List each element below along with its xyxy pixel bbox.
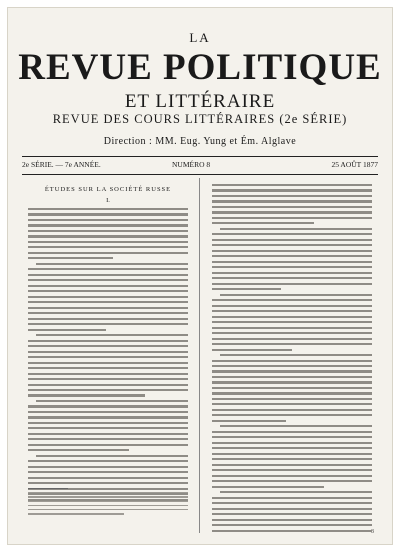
text-line <box>28 312 188 314</box>
text-line <box>28 241 188 243</box>
masthead-tagline: REVUE DES COURS LITTÉRAIRES (2e SÉRIE) <box>52 112 348 126</box>
text-line <box>212 327 372 329</box>
text-line <box>28 290 188 292</box>
text-line <box>212 332 372 334</box>
text-line <box>212 310 372 312</box>
text-line <box>212 414 372 416</box>
text-line <box>28 427 188 429</box>
text-line <box>212 272 372 274</box>
text-line <box>212 370 372 372</box>
text-line <box>212 299 372 301</box>
text-line <box>212 349 292 351</box>
text-line <box>212 519 372 521</box>
text-line <box>220 354 372 356</box>
text-line <box>28 274 188 276</box>
text-line <box>28 213 188 215</box>
text-line <box>212 288 281 290</box>
text-line <box>28 422 188 424</box>
text-line <box>28 356 188 358</box>
text-line <box>212 442 372 444</box>
text-line <box>28 224 188 226</box>
masthead-title: REVUE POLITIQUE <box>18 47 382 88</box>
text-line <box>28 394 145 396</box>
text-line <box>212 189 372 191</box>
text-line <box>28 318 188 320</box>
text-line <box>212 233 372 235</box>
text-line <box>212 480 372 482</box>
text-line <box>36 263 188 265</box>
footnote-line <box>28 496 188 498</box>
article-title: ÉTUDES SUR LA SOCIÉTÉ RUSSE <box>44 186 172 193</box>
text-line <box>212 365 372 367</box>
text-line <box>212 464 372 466</box>
text-line <box>212 381 372 383</box>
masthead-article: LA <box>189 30 211 45</box>
right-column <box>212 184 372 535</box>
text-line <box>212 403 372 405</box>
text-line <box>212 431 372 433</box>
text-line <box>28 230 188 232</box>
text-line <box>28 389 188 391</box>
text-line <box>28 362 188 364</box>
article-section-number: I. <box>106 197 110 204</box>
text-line <box>28 433 188 435</box>
text-line <box>212 217 372 219</box>
text-line <box>212 255 372 257</box>
text-line <box>28 252 188 254</box>
text-line <box>28 257 113 259</box>
text-line <box>28 285 188 287</box>
text-line <box>212 200 372 202</box>
text-line <box>28 307 188 309</box>
issue-line <box>22 160 378 172</box>
text-line <box>212 453 372 455</box>
text-line <box>28 477 188 479</box>
text-line <box>28 471 188 473</box>
text-line <box>28 301 188 303</box>
text-line <box>28 279 188 281</box>
text-line <box>212 447 372 449</box>
text-line <box>28 235 188 237</box>
text-line <box>212 497 372 499</box>
text-line <box>28 296 188 298</box>
text-line <box>212 250 372 252</box>
footnotes <box>28 488 188 517</box>
footnote-rule <box>28 488 68 489</box>
text-line <box>212 436 372 438</box>
text-line <box>28 384 188 386</box>
text-line <box>28 351 188 353</box>
text-line <box>212 458 372 460</box>
newspaper-page <box>8 8 392 544</box>
text-line <box>212 184 372 186</box>
text-line <box>212 513 372 515</box>
text-line <box>28 345 188 347</box>
issue-number: NUMÉRO 8 <box>172 160 211 169</box>
issue-date: 25 AOÛT 1877 <box>331 160 378 169</box>
text-line <box>220 425 372 427</box>
text-line <box>28 460 188 462</box>
text-line <box>28 416 188 418</box>
text-line <box>28 466 188 468</box>
text-line <box>28 411 188 413</box>
text-line <box>28 444 188 446</box>
text-line <box>28 438 188 440</box>
text-line <box>212 261 372 263</box>
text-line <box>28 219 188 221</box>
text-line <box>28 246 188 248</box>
page-number: 3 <box>371 529 374 535</box>
text-line <box>212 195 372 197</box>
text-line <box>212 360 372 362</box>
text-line <box>220 294 372 296</box>
header-rule-bottom <box>22 174 378 175</box>
text-line <box>212 387 372 389</box>
text-line <box>212 475 372 477</box>
text-line <box>212 321 372 323</box>
text-line <box>212 277 372 279</box>
text-line <box>212 211 372 213</box>
text-line <box>28 405 188 407</box>
text-line <box>212 316 372 318</box>
footnote-line <box>28 500 188 502</box>
text-line <box>220 491 372 493</box>
text-line <box>212 266 372 268</box>
text-line <box>212 409 372 411</box>
text-line <box>212 376 372 378</box>
text-line <box>28 373 188 375</box>
header-rule-top <box>22 156 378 157</box>
footnote-line <box>28 505 188 507</box>
text-line <box>212 338 372 340</box>
text-line <box>212 508 372 510</box>
text-line <box>212 343 372 345</box>
text-line <box>220 228 372 230</box>
footnote-line <box>28 509 188 511</box>
text-line <box>212 392 372 394</box>
text-line <box>212 524 372 526</box>
text-line <box>28 329 106 331</box>
text-line <box>28 208 188 210</box>
text-line <box>212 206 372 208</box>
footnote-line <box>28 513 124 515</box>
column-divider <box>199 178 200 533</box>
text-line <box>28 367 188 369</box>
text-line <box>212 530 372 532</box>
footnote-line <box>28 492 188 494</box>
left-column-text <box>28 208 188 501</box>
footnote-text <box>28 492 188 515</box>
text-line <box>212 469 372 471</box>
text-line <box>212 305 372 307</box>
text-line <box>28 323 188 325</box>
text-line <box>212 486 324 488</box>
text-line <box>28 449 129 451</box>
right-column-text <box>212 184 372 532</box>
text-line <box>28 482 188 484</box>
text-line <box>212 398 372 400</box>
text-line <box>28 340 188 342</box>
text-line <box>28 378 188 380</box>
text-line <box>212 239 372 241</box>
text-line <box>36 455 188 457</box>
text-line <box>212 283 372 285</box>
text-line <box>36 400 188 402</box>
text-line <box>36 334 188 336</box>
text-line <box>28 268 188 270</box>
text-line <box>212 222 314 224</box>
left-column <box>28 184 188 504</box>
issue-series: 2e SÉRIE. — 7e ANNÉE. <box>22 160 101 169</box>
text-line <box>212 420 286 422</box>
text-line <box>212 502 372 504</box>
masthead-direction: Direction : MM. Eug. Yung et Ém. Alglave <box>103 136 297 147</box>
masthead-subtitle: ET LITTÉRAIRE <box>124 91 276 112</box>
text-line <box>212 244 372 246</box>
